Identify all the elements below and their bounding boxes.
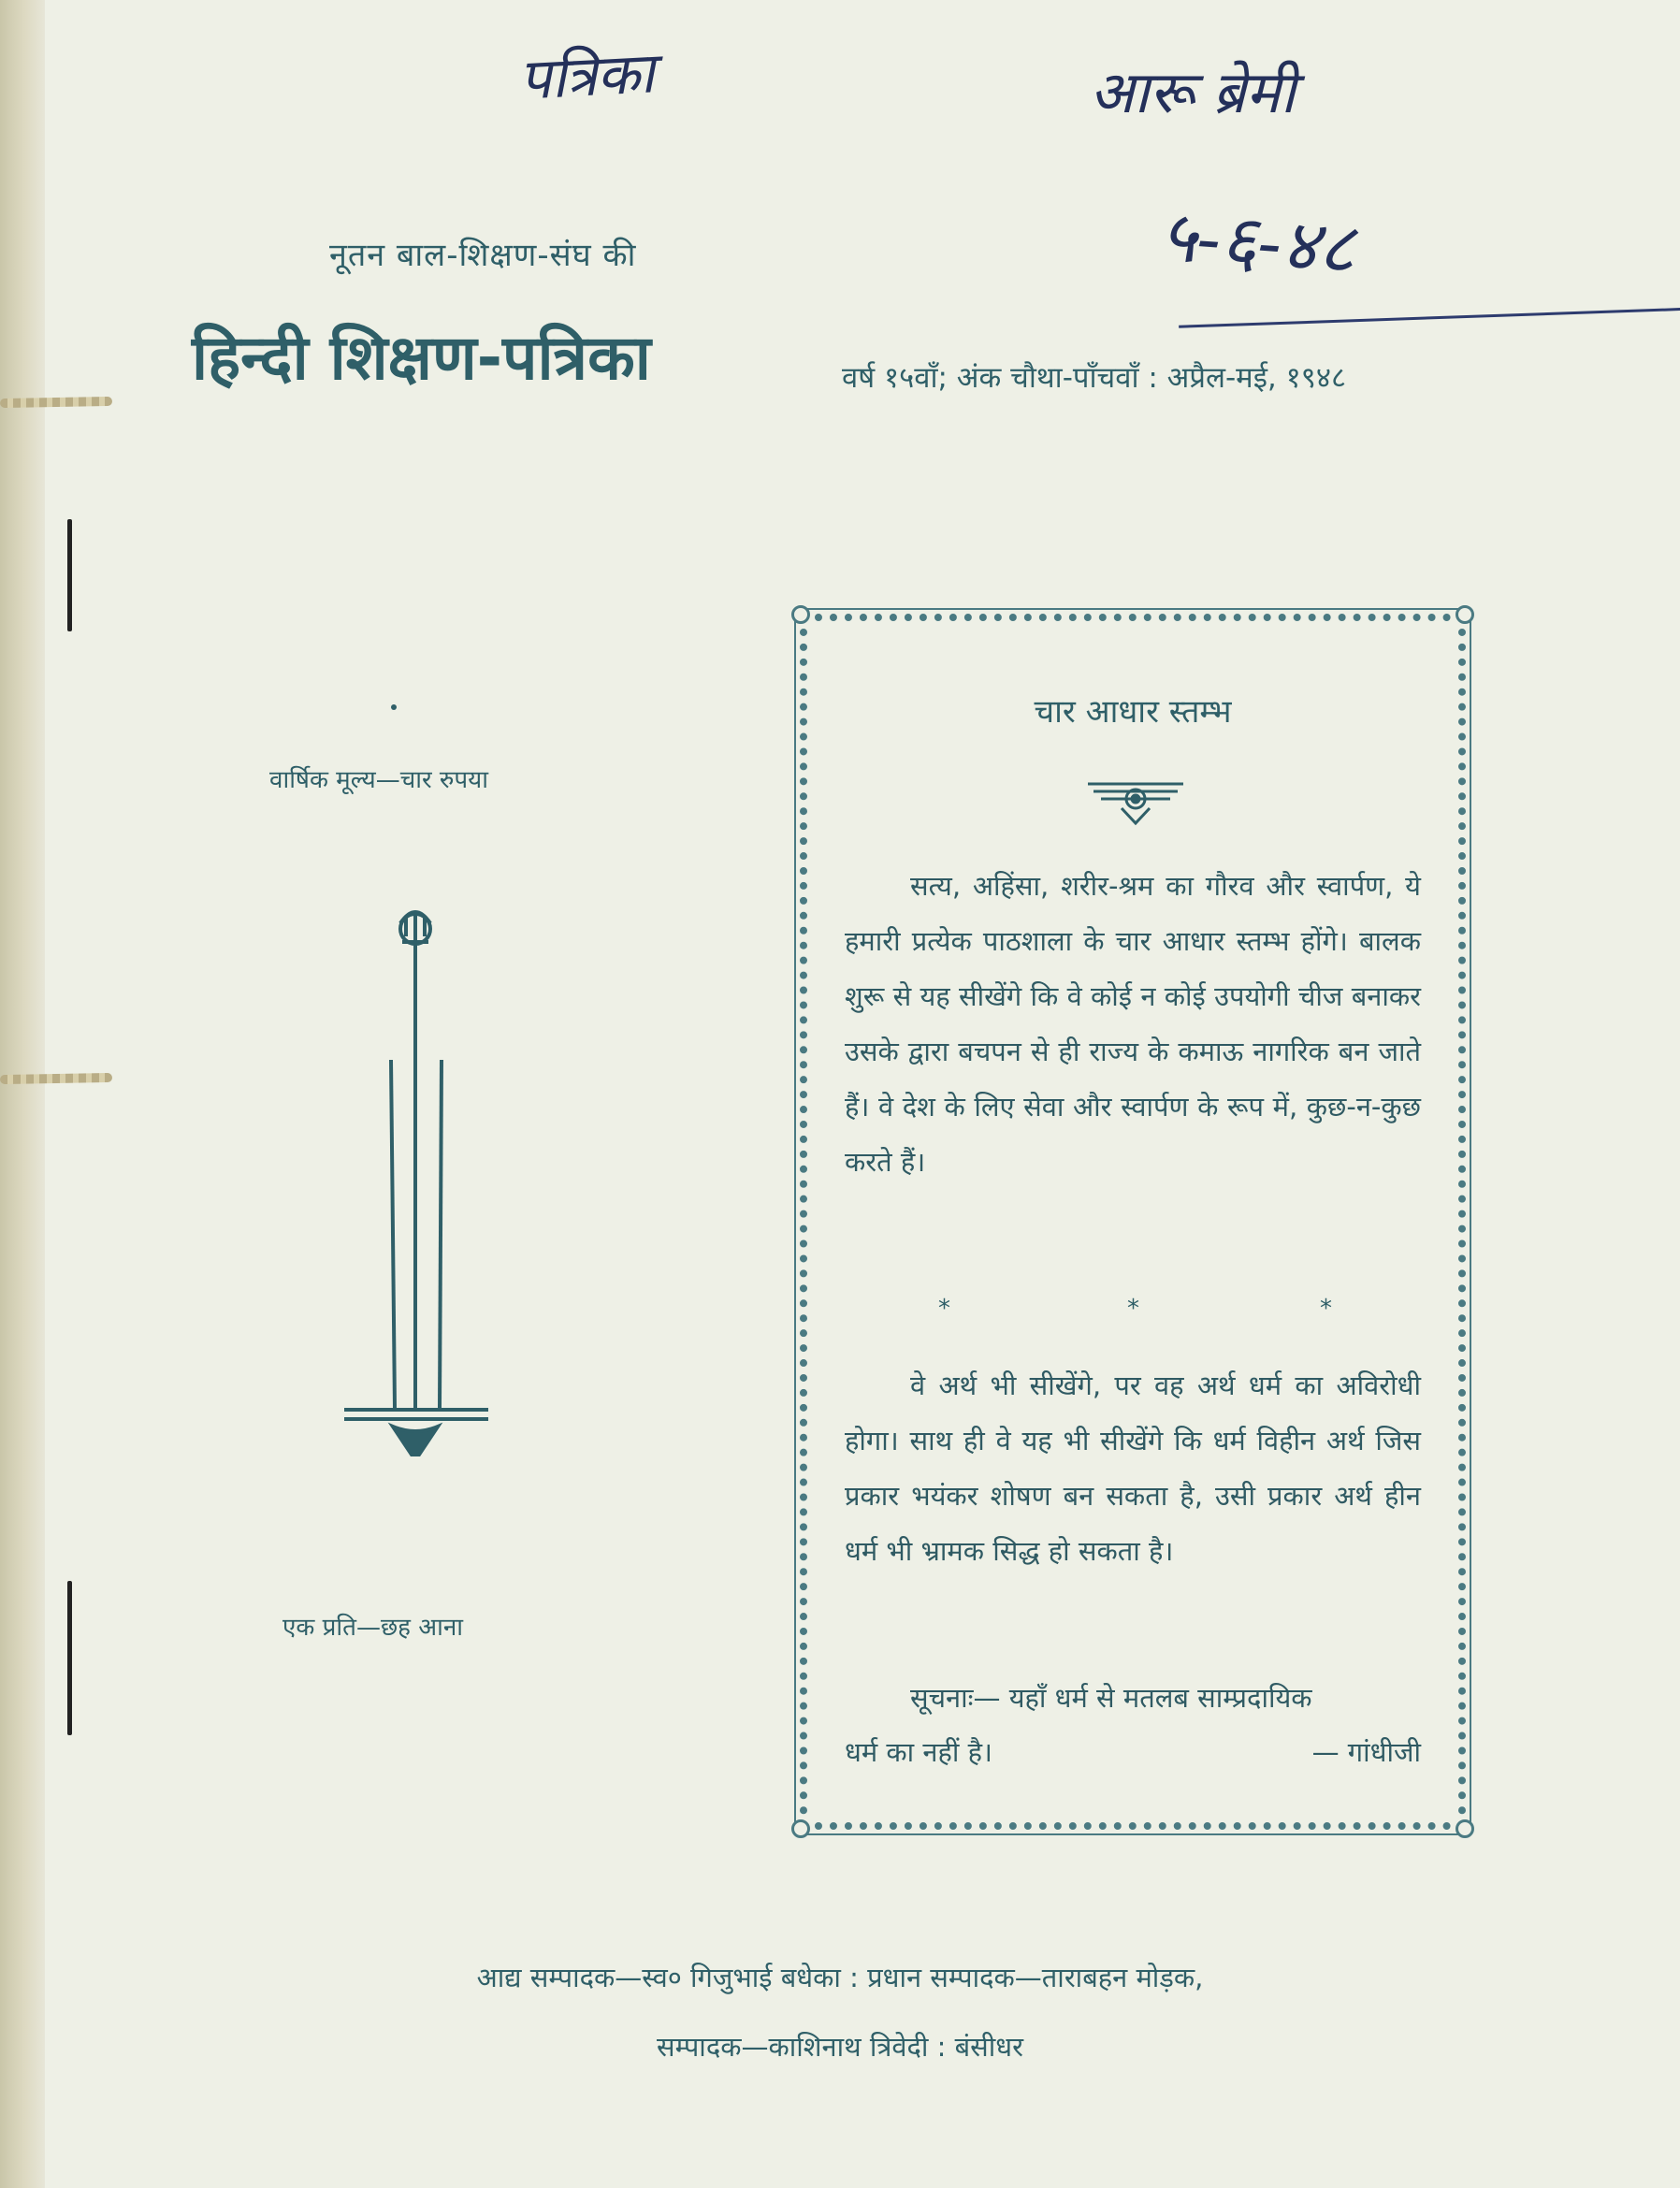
binding-twine — [0, 1073, 112, 1084]
separator-star-icon: * — [1320, 1295, 1332, 1323]
quote-note — [845, 1671, 1421, 1779]
quote-paragraph-2: वे अर्थ भी सीखेंगे, पर वह अर्थ धर्म का अविरोधी होगा। साथ ही वे यह भी सीखेंगे कि धर्म विहीन अर्थ जिस प्रकार भयंकर शोषण बन सकता है, उसी प्रकार अर्थ हीन धर्म भी भ्रामक सिद्ध हो सकता है। — [845, 1369, 1421, 1567]
box-corner-ornament — [1456, 605, 1474, 624]
section-separator — [807, 1295, 1458, 1332]
box-corner-ornament — [1456, 1819, 1474, 1838]
single-copy-price: एक प्रति—छह आना — [282, 1614, 463, 1642]
annual-price: वार्षिक मूल्य—चार रुपया — [269, 766, 488, 794]
quote-heading: चार आधार स्तम्भ — [1034, 693, 1232, 731]
attribution: — गांधीजी — [1311, 1736, 1421, 1768]
binding-twine — [0, 397, 112, 408]
masthead-title: हिन्दी शिक्षण-पत्रिका — [192, 322, 651, 394]
quote-box — [800, 614, 1466, 1830]
note-line-2: धर्म का नहीं है। — [845, 1736, 993, 1768]
handwritten-underline — [1179, 307, 1680, 328]
box-corner-ornament — [791, 605, 810, 624]
lotus-pillar-emblem — [337, 903, 505, 1464]
winged-ornament-icon — [1084, 771, 1187, 827]
quote-paragraph-1: सत्य, अहिंसा, शरीर-श्रम का गौरव और स्वार्पण, ये हमारी प्रत्येक पाठशाला के चार आधार स्तम्भ होंगे। बालक शुरू से यह सीखेंगे कि वे कोई न कोई उपयोगी चीज बनाकर उसके द्वारा बचपन से ही राज्य के कमाऊ नागरिक बन जाते हैं। वे देश के लिए सेवा और स्वार्पण के रूप में, कुछ-न-कुछ करते हैं। — [845, 870, 1421, 1178]
handwritten-date: ५-६-४८ — [1157, 193, 1359, 291]
binding-stitch — [67, 519, 72, 631]
issue-info: वर्ष १५वाँ; अंक चौथा-पाँचवाँ : अप्रैल-मई, १९४८ — [842, 361, 1347, 395]
masthead-subtitle: नूतन बाल-शिक्षण-संघ की — [329, 237, 637, 274]
binding-spine — [0, 0, 45, 2188]
binding-stitch — [67, 1581, 72, 1735]
separator-star-icon: * — [1127, 1295, 1139, 1323]
box-corner-ornament — [791, 1819, 810, 1838]
footer-editors-line-1: आद्य सम्पादक—स्व० गिजुभाई बधेका : प्रधान सम्पादक—ताराबहन मोड़क, — [476, 1962, 1204, 1993]
decorative-dot — [391, 704, 397, 710]
footer-editors-line-2: सम्पादक—काशिनाथ त्रिवेदी : बंसीधर — [656, 2031, 1023, 2063]
separator-star-icon: * — [938, 1295, 950, 1323]
note-line-1: सूचनाः— यहाँ धर्म से मतलब साम्प्रदायिक — [910, 1682, 1312, 1714]
note-line-2-row — [845, 1725, 1421, 1779]
handwritten-note-left: पत्रिका — [517, 40, 657, 113]
handwritten-name: आरू ब्रेमी — [1090, 58, 1296, 126]
